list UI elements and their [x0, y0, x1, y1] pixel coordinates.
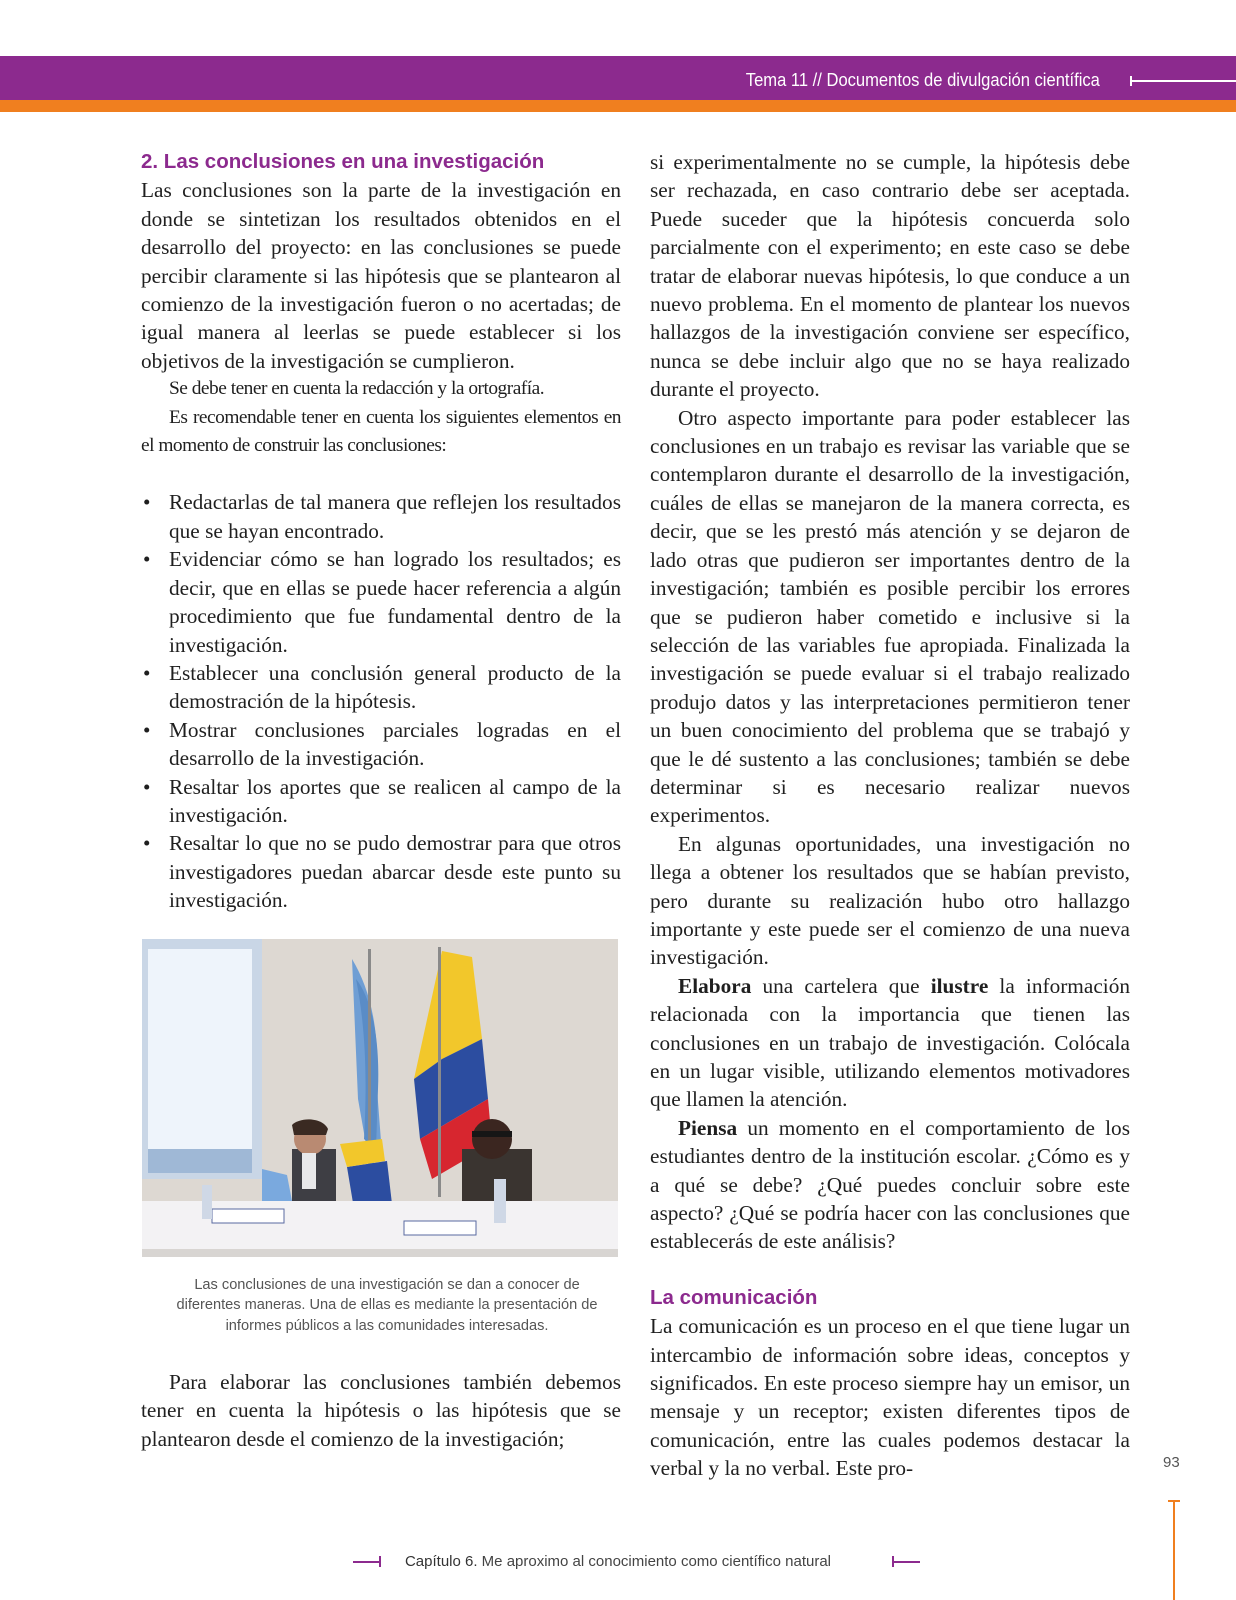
keyword-elabora: Elabora [678, 973, 752, 998]
header-title: Tema 11 // Documentos de divulgación científica [745, 70, 1100, 90]
list-item: • Redactarlas de tal manera que reflejen los resultados que se hayan encontrado. [141, 488, 621, 545]
footer-chapter: Capítulo 6. [404, 1553, 478, 1570]
paragraph: En algunas oportunidades, una investigación no llega a obtener los resultados que se habían previsto, pero durante su realización hubo otro hallazgo importante y este puede ser el comienzo de una nueva investigación. [650, 831, 1130, 970]
keyword-piensa: Piensa [678, 1115, 738, 1140]
activity-piensa: Piensa un momento en el comportamiento de los estudiantes dentro de la institución escolar. ¿Cómo es y a qué se debe? ¿Qué puedes concluir sobre este aspecto? ¿Qué se podría hacer con las conclusiones que establecerás de este análisis? [650, 1115, 1130, 1254]
paragraph: La comunicación es un proceso en el que tiene lugar un intercambio de información sobre ideas, conceptos y significados. En este proceso siempre hay un emisor, un mensaje y un receptor; existen diferentes tipos de comunicación, entre las cuales podemos destacar la verbal y la no verbal. Este pro- [650, 1314, 1130, 1481]
intro-paragraph: Las conclusiones son la parte de la investigación en donde se sintetizan los resultados obtenidos en el desarrollo del proyecto: en las conclusiones se puede percibir claramente si las hipótesis que se plantearon al comienzo de la investigación fueron o no acertadas; de igual manera al leerlas se puede establecer si los objetivos de la investigación se cumplieron. [141, 178, 621, 373]
paragraph: si experimentalmente no se cumple, la hipótesis debe ser rechazada, en caso contrario debe ser aceptada. Puede suceder que la hipótesis concuerda solo parcialmente con el experimento; en este caso se debe tratar de elaborar nuevas hipótesis, lo que conduce a un nuevo problema. En el momento de plantear los nuevos hallazgos de la investigación conviene ser específico, nunca se debe incluir algo que no se haya realizado durante el proyecto. [650, 150, 1130, 402]
paragraph: Otro aspecto importante para poder establecer las conclusiones en un trabajo es revisar las variable que se contemplaron durante el desarrollo de la investigación, cuáles de ellas se manejaron de la manera correcta, es decir, que se les prestó más atención y se dejaron de lado otras que pudieron ser importantes dentro de la investigación; también es posible percibir los errores que se pudieron haber cometido e inclusive si la selección de las variables fue apropiada. Finalizada la investigación se puede evaluar si el trabajo realizado produjo datos y las interpretaciones permitieron tener un buen conocimiento del problema que se trabajó y que le dé sustento a las conclusiones; también se debe determinar si es necesario realizar nuevos experimentos. [650, 405, 1130, 828]
side-rule [1173, 1500, 1175, 1600]
keyword-ilustre: ilustre [930, 973, 989, 998]
closing-paragraph: Para elaborar las conclusiones también debemos tener en cuenta la hipótesis o las hipótesis que se plantearon desde el comienzo de la investigación; [141, 1370, 621, 1451]
footer-rule-right [892, 1561, 920, 1563]
page-number: 93 [1163, 1454, 1180, 1471]
conference-photo [142, 939, 618, 1257]
header-rule [1132, 80, 1236, 82]
footer [0, 1551, 1236, 1573]
list-item: • Mostrar conclusiones parciales logradas en el desarrollo de la investigación. [141, 716, 621, 773]
right-column [650, 148, 1130, 1483]
section-title-conclusiones: 2. Las conclusiones en una investigación [141, 150, 545, 173]
recommendations-list [141, 488, 621, 914]
left-column [141, 148, 621, 1453]
footer-title: Me aproximo al conocimiento como científico natural [477, 1553, 832, 1570]
list-item: • Establecer una conclusión general producto de la demostración de la hipótesis. [141, 659, 621, 716]
photo-caption: Las conclusiones de una investigación se dan a conocer de diferentes maneras. Una de ellas es mediante la presentación de informes públicos a las comunidades interesadas. [176, 1276, 598, 1334]
note-elementos: Es recomendable tener en cuenta los siguientes elementos en el momento de construir las conclusiones: [141, 406, 621, 457]
list-item: • Resaltar lo que no se pudo demostrar para que otros investigadores puedan abarcar desde este punto su investigación. [141, 829, 621, 914]
list-item: • Resaltar los aportes que se realicen al campo de la investigación. [141, 773, 621, 830]
footer-tick-right [892, 1556, 894, 1567]
header-accent-stripe [0, 100, 1236, 112]
activity-elabora: Elabora una cartelera que ilustre la información relacionada con la importancia que tienen las conclusiones en un trabajo de investigación. Colócala en un lugar visible, utilizando elementos motivadores que llamen la atención. [650, 973, 1130, 1112]
list-item: • Evidenciar cómo se han logrado los resultados; es decir, que en ellas se puede hacer referencia a algún procedimiento que fue fundamental dentro de la investigación. [141, 545, 621, 659]
note-redaccion: Se debe tener en cuenta la redacción y la ortografía. [169, 378, 545, 400]
section-title-comunicacion: La comunicación [650, 1285, 818, 1309]
